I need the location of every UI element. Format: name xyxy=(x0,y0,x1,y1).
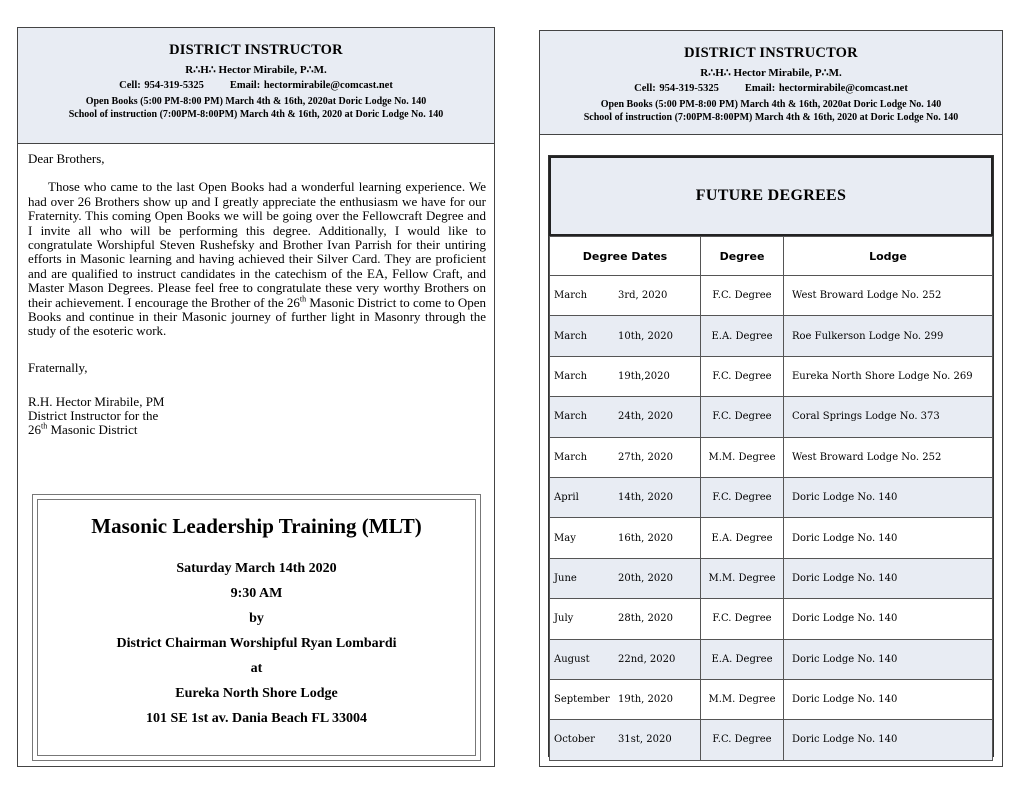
degree-cell: F.C. Degree xyxy=(701,599,784,639)
mlt-venue: Eureka North Shore Lodge xyxy=(175,686,338,701)
degree-cell: M.M. Degree xyxy=(701,558,784,598)
table-row xyxy=(550,679,993,719)
degree-cell: E.A. Degree xyxy=(701,639,784,679)
district-instructor-header xyxy=(18,28,494,144)
lodge-cell: Doric Lodge No. 140 xyxy=(784,518,993,558)
date-cell xyxy=(550,518,701,558)
letter-body-text-1: Those who came to the last Open Books had a wonderful learning experience. We had over 26 Brothers show up and I greatly appreciate the enthusiasm we have for our Fraternity. This coming Open Books we will be going over the Fellowcraft Degree and I invite all who will be performing this degree. Additionally, I would like to congratulate Worshipful Steven Rushefsky and Brother Ivan Parrish for their untiring efforts in Masonic learning and having achieved their Silver Card. They are proficient and are qualified to instruct candidates in the catechism of the EA, Fellow Craft, and Master Mason Degrees. Please feel free to congratulate these very worthy Brothers on their achievement. I encourage the Brother of the 26 xyxy=(28,179,486,310)
instructor-name: R∴H∴ Hector Mirabile, P∴M. xyxy=(700,67,842,79)
letter-greeting: Dear Brothers, xyxy=(28,151,105,166)
lodge-cell: Doric Lodge No. 140 xyxy=(784,639,993,679)
column-header-dates: Degree Dates xyxy=(550,237,701,276)
date-day: 28th, 2020 xyxy=(618,613,673,625)
lodge-cell: Doric Lodge No. 140 xyxy=(784,720,993,760)
mlt-address: 101 SE 1st av. Dania Beach FL 33004 xyxy=(146,711,367,726)
mlt-inner-box xyxy=(37,499,476,756)
email-address: Email: hectormirabile@comcast.net xyxy=(744,83,908,94)
date-day: 19th, 2020 xyxy=(618,694,673,706)
header-title: DISTRICT INSTRUCTOR xyxy=(684,45,858,61)
date-cell xyxy=(550,558,701,598)
district-instructor-header xyxy=(540,31,1002,135)
date-day: 24th, 2020 xyxy=(618,411,673,423)
table-row xyxy=(550,397,993,437)
date-day: 22nd, 2020 xyxy=(618,653,676,665)
degree-cell: F.C. Degree xyxy=(701,276,784,316)
mlt-date: Saturday March 14th 2020 xyxy=(176,561,337,576)
date-cell xyxy=(550,397,701,437)
date-day: 31st, 2020 xyxy=(618,734,672,746)
degrees-table xyxy=(549,236,993,761)
signature-district-text: Masonic District xyxy=(47,422,138,438)
lodge-cell: West Broward Lodge No. 252 xyxy=(784,276,993,316)
right-page xyxy=(539,30,1003,767)
letter-body xyxy=(28,180,486,338)
degree-cell: F.C. Degree xyxy=(701,397,784,437)
mlt-title: Masonic Leadership Training (MLT) xyxy=(91,514,422,538)
date-month: March xyxy=(554,411,588,423)
signature-block xyxy=(28,395,486,437)
date-month: May xyxy=(554,532,576,544)
signature-name: R.H. Hector Mirabile, PM xyxy=(28,394,165,410)
date-cell xyxy=(550,477,701,517)
signature-title: District Instructor for the xyxy=(28,408,159,424)
column-header-lodge: Lodge xyxy=(784,237,993,276)
mlt-at: at xyxy=(250,661,263,676)
schedule-title: FUTURE DEGREES xyxy=(549,156,993,236)
left-page xyxy=(17,27,495,767)
school-instruction-line: School of instruction (7:00PM-8:00PM) March 4th & 16th, 2020 at Doric Lodge No. 140 xyxy=(583,112,959,123)
date-month: July xyxy=(554,613,574,625)
table-row xyxy=(550,639,993,679)
date-cell xyxy=(550,437,701,477)
letter xyxy=(28,152,486,437)
instructor-name: R∴H∴ Hector Mirabile, P∴M. xyxy=(185,64,327,76)
degree-cell: F.C. Degree xyxy=(701,356,784,396)
table-body xyxy=(550,276,993,761)
mlt-by: by xyxy=(249,611,264,626)
lodge-cell: West Broward Lodge No. 252 xyxy=(784,437,993,477)
date-day: 20th, 2020 xyxy=(618,572,673,584)
open-books-line: Open Books (5:00 PM-8:00 PM) March 4th & 16th, 2020at Doric Lodge No. 140 xyxy=(85,96,427,107)
date-cell xyxy=(550,679,701,719)
lodge-cell: Doric Lodge No. 140 xyxy=(784,558,993,598)
school-instruction-line: School of instruction (7:00PM-8:00PM) March 4th & 16th, 2020 at Doric Lodge No. 140 xyxy=(68,109,444,120)
degree-cell: M.M. Degree xyxy=(701,437,784,477)
letter-body-text-2: Masonic District to come to Open Books and continue in their Masonic journey of further light in Masonry through the study of the esoteric work. xyxy=(28,294,486,339)
open-books-line: Open Books (5:00 PM-8:00 PM) March 4th & 16th, 2020at Doric Lodge No. 140 xyxy=(600,99,942,110)
date-cell xyxy=(550,720,701,760)
date-cell xyxy=(550,316,701,356)
letter-body-sup: th xyxy=(299,294,307,304)
date-day: 16th, 2020 xyxy=(618,532,673,544)
lodge-cell: Coral Springs Lodge No. 373 xyxy=(784,397,993,437)
letter-closing: Fraternally, xyxy=(28,359,88,375)
table-row xyxy=(550,518,993,558)
degree-cell: F.C. Degree xyxy=(701,720,784,760)
date-month: March xyxy=(554,290,588,302)
date-day: 14th, 2020 xyxy=(618,492,673,504)
lodge-cell: Doric Lodge No. 140 xyxy=(784,477,993,517)
table-row xyxy=(550,437,993,477)
table-row xyxy=(550,558,993,598)
table-row xyxy=(550,316,993,356)
table-row xyxy=(550,720,993,760)
date-month: March xyxy=(554,330,588,342)
date-cell xyxy=(550,639,701,679)
date-month: March xyxy=(554,370,588,382)
cell-number: Cell: 954-319-5325 xyxy=(119,80,204,91)
signature-district xyxy=(28,423,486,437)
contact-line xyxy=(18,80,494,91)
future-degrees-schedule xyxy=(548,155,994,757)
signature-district-sup: th xyxy=(41,421,48,431)
degree-cell: E.A. Degree xyxy=(701,316,784,356)
table-row xyxy=(550,356,993,396)
date-month: August xyxy=(554,653,590,665)
date-day: 3rd, 2020 xyxy=(618,290,668,302)
email-address: Email: hectormirabile@comcast.net xyxy=(229,80,393,91)
date-day: 10th, 2020 xyxy=(618,330,673,342)
cell-number: Cell: 954-319-5325 xyxy=(634,83,719,94)
table-row xyxy=(550,276,993,316)
degree-cell: F.C. Degree xyxy=(701,477,784,517)
lodge-cell: Eureka North Shore Lodge No. 269 xyxy=(784,356,993,396)
date-cell xyxy=(550,356,701,396)
lodge-cell: Doric Lodge No. 140 xyxy=(784,599,993,639)
lodge-cell: Roe Fulkerson Lodge No. 299 xyxy=(784,316,993,356)
date-cell xyxy=(550,276,701,316)
date-cell xyxy=(550,599,701,639)
date-month: April xyxy=(554,492,579,504)
mlt-announcement-box xyxy=(32,494,481,761)
lodge-cell: Doric Lodge No. 140 xyxy=(784,679,993,719)
mlt-time: 9:30 AM xyxy=(230,586,283,601)
date-day: 27th, 2020 xyxy=(618,451,673,463)
table-row xyxy=(550,599,993,639)
date-month: September xyxy=(554,694,610,706)
degree-cell: E.A. Degree xyxy=(701,518,784,558)
date-month: March xyxy=(554,451,588,463)
table-header-row xyxy=(550,237,993,276)
column-header-degree: Degree xyxy=(701,237,784,276)
signature-district-number: 26 xyxy=(28,422,41,438)
header-title: DISTRICT INSTRUCTOR xyxy=(169,42,343,58)
degree-cell: M.M. Degree xyxy=(701,679,784,719)
date-day: 19th,2020 xyxy=(618,370,670,382)
table-row xyxy=(550,477,993,517)
mlt-presenter: District Chairman Worshipful Ryan Lombardi xyxy=(116,636,397,651)
contact-line xyxy=(540,83,1002,94)
date-month: June xyxy=(554,572,577,584)
date-month: October xyxy=(554,734,595,746)
